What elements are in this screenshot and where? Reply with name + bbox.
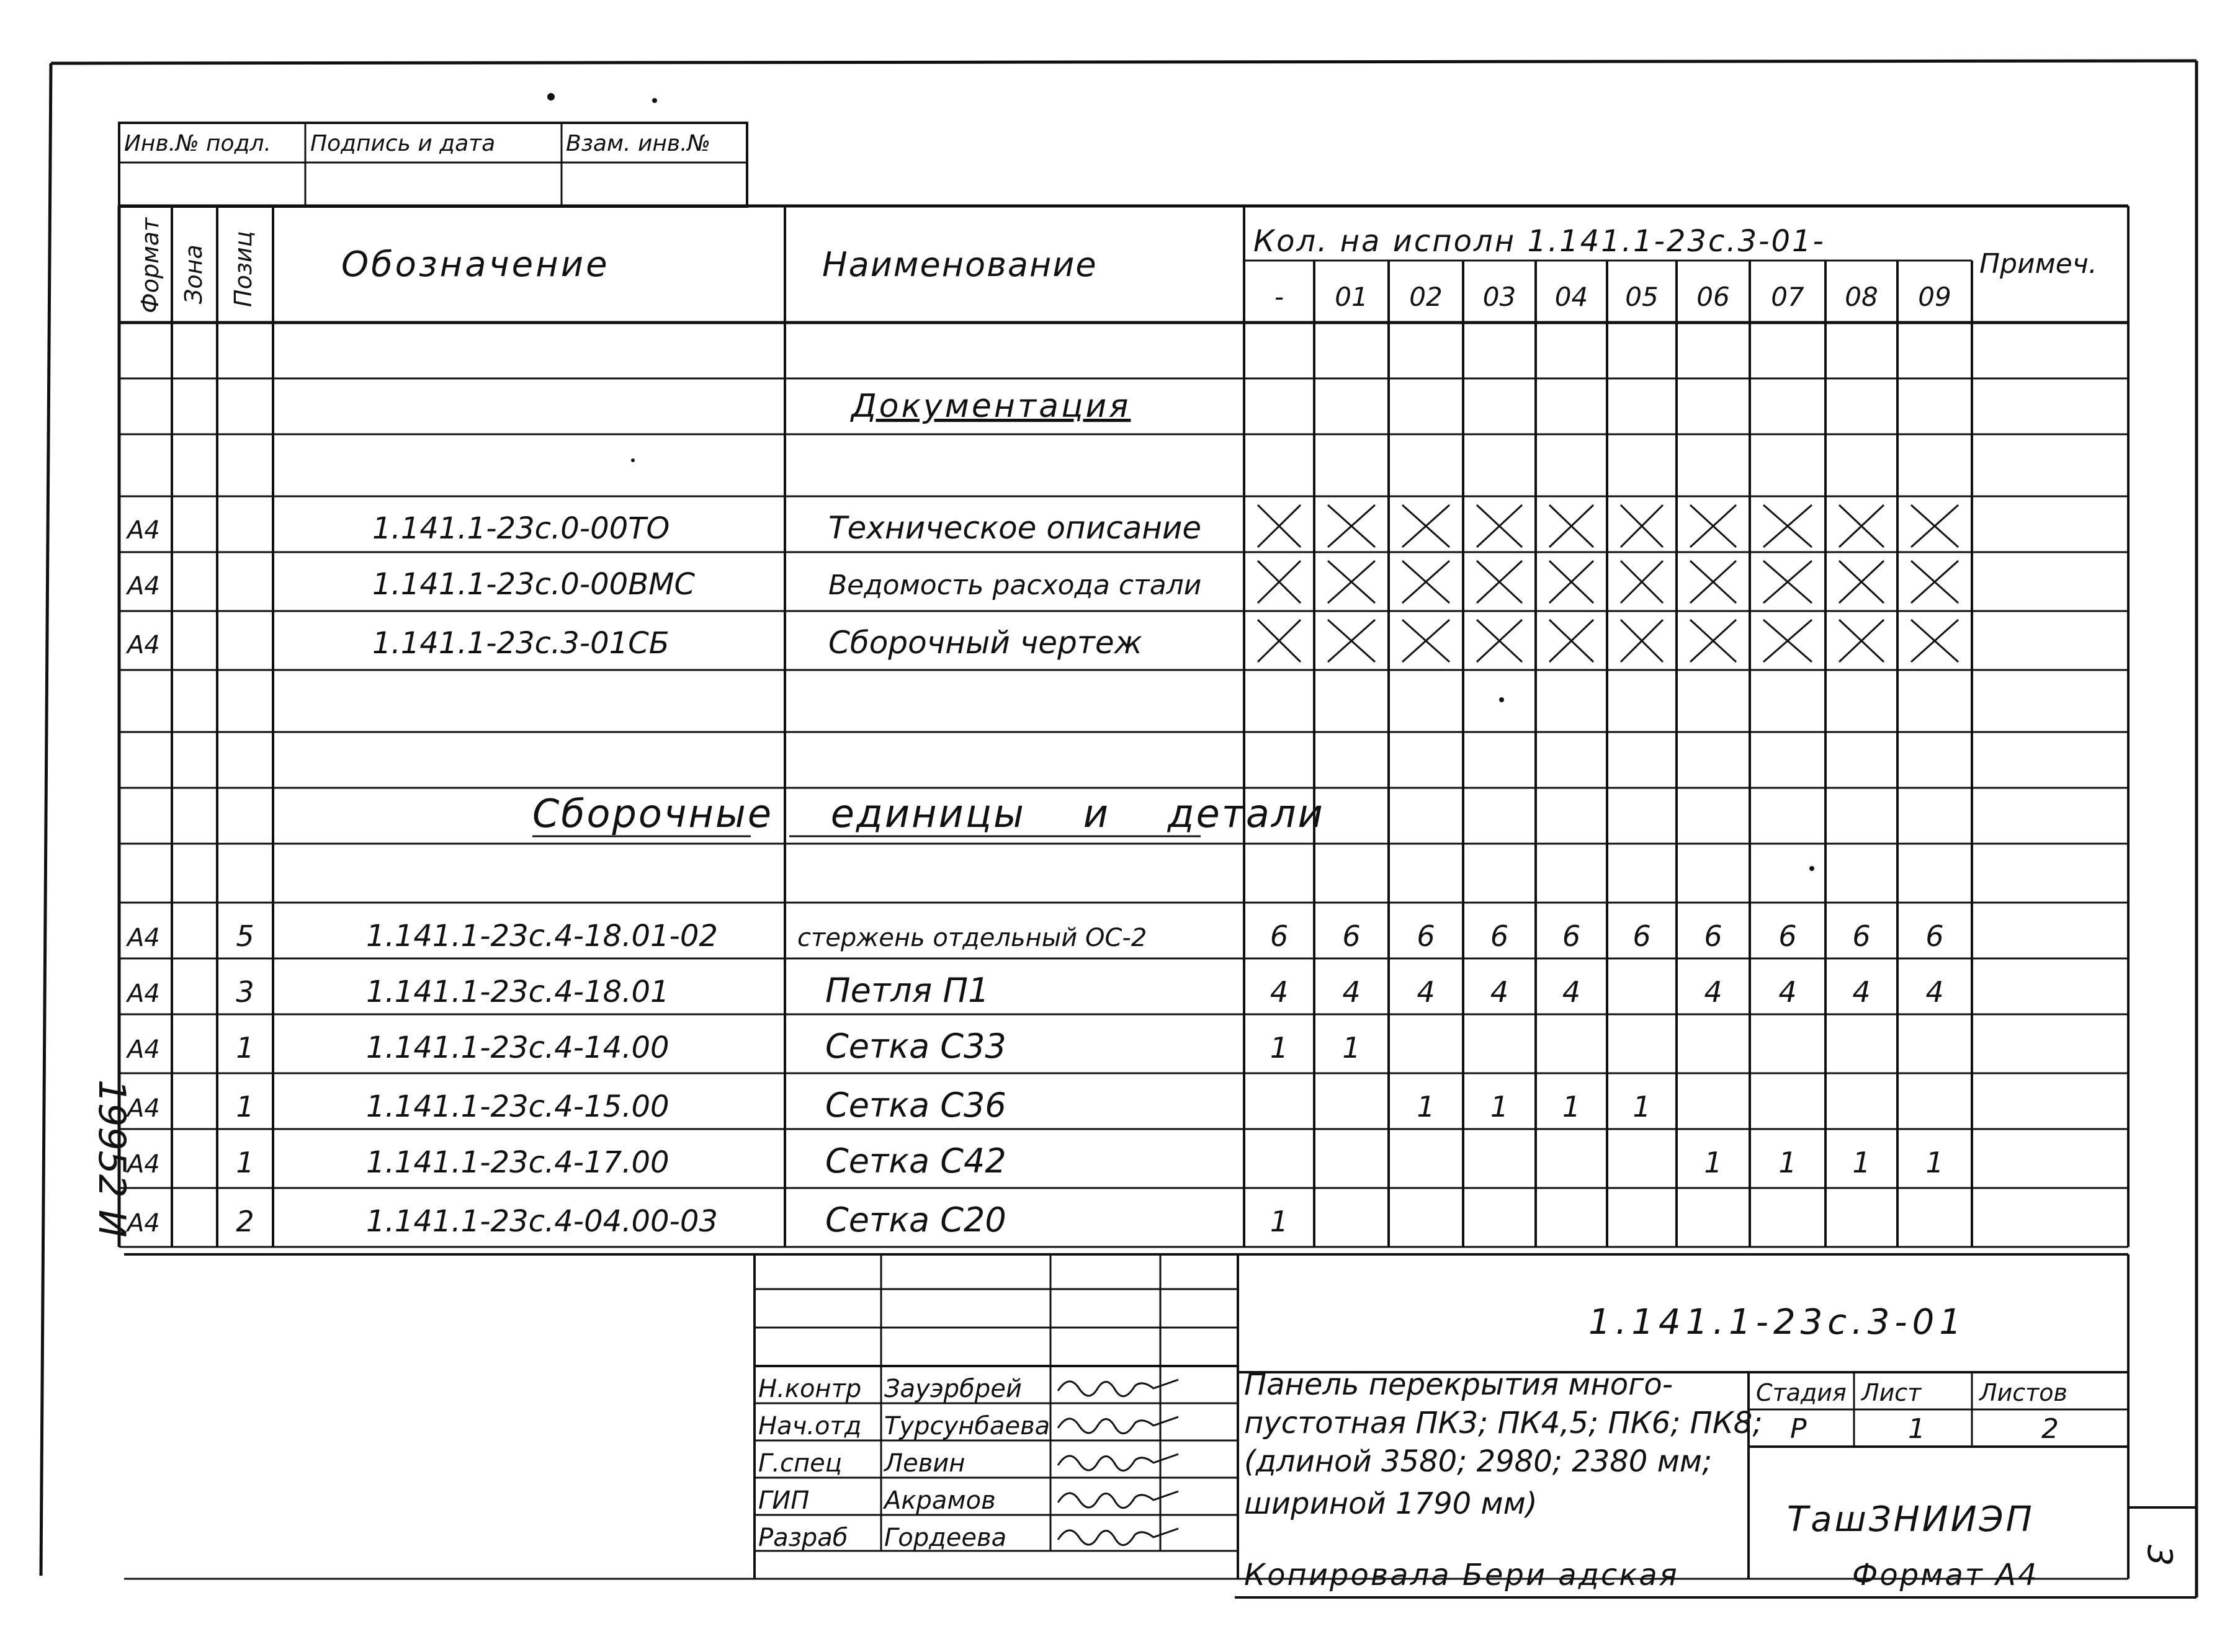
row-name: Сетка С20 xyxy=(825,1200,1006,1239)
document-row xyxy=(125,620,1958,662)
x-mark xyxy=(1911,561,1958,603)
spec-header xyxy=(137,217,2097,313)
qty-cell: 6 xyxy=(1633,919,1651,953)
row-format: А4 xyxy=(127,924,160,952)
stamp-header-replaces: Взам. инв.№ xyxy=(566,131,710,156)
x-mark xyxy=(1477,561,1522,603)
role-person: Гордеева xyxy=(884,1524,1007,1552)
role-row xyxy=(758,1486,1178,1515)
x-mark xyxy=(1690,620,1736,662)
section-documentation: Документация xyxy=(851,388,1131,425)
row-name: Сетка С42 xyxy=(825,1141,1006,1181)
top-left-stamp xyxy=(119,123,747,207)
qty-cell: 4 xyxy=(1342,975,1361,1009)
row-name: Техническое описание xyxy=(828,510,1202,546)
sheet-value: 1 xyxy=(1908,1413,1925,1445)
row-designation: 1.141.1-23с.3-01СБ xyxy=(372,626,670,661)
sheets-label: Листов xyxy=(1979,1379,2067,1406)
x-mark xyxy=(1621,505,1663,547)
row-format: А4 xyxy=(127,516,160,545)
x-mark xyxy=(1477,620,1522,662)
archive-number-text: 19952 xyxy=(90,1079,133,1198)
variant-header: 01 xyxy=(1335,282,1368,312)
stage-label: Стадия xyxy=(1756,1379,1847,1406)
role-title: Н.контр xyxy=(758,1375,862,1403)
qty-cell: 4 xyxy=(1417,975,1435,1009)
row-designation: 1.141.1-23с.4-18.01 xyxy=(366,975,670,1009)
x-mark xyxy=(1839,561,1884,603)
variant-header: 08 xyxy=(1845,282,1878,312)
qty-cell: 4 xyxy=(1490,975,1509,1009)
description-line: (длиной 3580; 2980; 2380 мм; xyxy=(1244,1444,1713,1479)
variant-header: 06 xyxy=(1696,282,1730,312)
row-name: Ведомость расхода стали xyxy=(828,569,1202,601)
qty-cell: 4 xyxy=(1852,975,1871,1009)
row-position: 1 xyxy=(236,1090,254,1123)
part-row xyxy=(125,971,1944,1010)
row-position: 5 xyxy=(236,919,254,953)
row-format: А4 xyxy=(127,1209,160,1238)
description-line: пустотная ПК3; ПК4,5; ПК6; ПК8; xyxy=(1244,1406,1763,1440)
row-position: 2 xyxy=(236,1205,254,1238)
qty-cell: 6 xyxy=(1490,919,1509,953)
role-person: Акрамов xyxy=(884,1486,996,1515)
role-title: Г.спец xyxy=(758,1449,842,1478)
qty-cell: 4 xyxy=(1270,975,1289,1009)
qty-cell: 4 xyxy=(1562,975,1581,1009)
row-designation: 1.141.1-23с.4-04.00-03 xyxy=(366,1204,718,1239)
role-row xyxy=(758,1375,1178,1403)
signature-roles xyxy=(758,1375,1178,1552)
qty-cell: 4 xyxy=(1925,975,1944,1009)
variant-header: 07 xyxy=(1771,282,1804,312)
section-units: Сборочные единицы и детали xyxy=(532,791,1325,836)
qty-cell: 1 xyxy=(1633,1090,1651,1123)
row-designation: 1.141.1-23с.4-15.00 xyxy=(366,1089,670,1124)
header-designation: Обозначение xyxy=(341,244,610,285)
x-mark xyxy=(1763,620,1812,662)
x-mark xyxy=(1477,505,1522,547)
x-mark xyxy=(1328,561,1375,603)
row-format: А4 xyxy=(127,1094,160,1123)
qty-cell: 1 xyxy=(1270,1205,1289,1238)
organization: ТашЗНИИЭП xyxy=(1787,1499,2035,1540)
role-title: Нач.отд xyxy=(758,1412,862,1440)
part-rows xyxy=(125,919,1944,1239)
qty-cell: 6 xyxy=(1270,919,1289,953)
role-row xyxy=(758,1449,1178,1478)
format-label: Формат А4 xyxy=(1852,1558,2039,1592)
x-mark xyxy=(1690,561,1736,603)
document-code: 1.141.1-23с.3-01 xyxy=(1588,1302,1966,1342)
row-format: А4 xyxy=(127,1035,160,1064)
x-mark xyxy=(1549,620,1593,662)
qty-cell: 1 xyxy=(1778,1146,1797,1179)
sheet-label: Лист xyxy=(1861,1379,1922,1406)
title-block xyxy=(124,1254,2197,1579)
document-row xyxy=(125,561,1958,603)
x-mark xyxy=(1839,505,1884,547)
x-mark xyxy=(1258,561,1301,603)
variant-header: 05 xyxy=(1625,282,1659,312)
qty-cell: 6 xyxy=(1925,919,1944,953)
header-name: Наименование xyxy=(822,245,1098,284)
document-row xyxy=(125,505,1958,547)
qty-cell: 4 xyxy=(1704,975,1722,1009)
sheets-value: 2 xyxy=(2041,1413,2059,1445)
row-position: 1 xyxy=(236,1031,254,1065)
qty-cell: 6 xyxy=(1852,919,1871,953)
part-row xyxy=(125,919,1944,953)
variant-headers xyxy=(1274,282,1951,312)
qty-cell: 1 xyxy=(1417,1090,1435,1123)
part-row xyxy=(125,1200,1288,1239)
x-mark xyxy=(1402,620,1449,662)
row-designation: 1.141.1-23с.0-00ВМС xyxy=(372,567,696,602)
description-line: Панель перекрытия много- xyxy=(1244,1367,1673,1402)
role-person: Зауэрбрей xyxy=(884,1375,1022,1403)
row-format: А4 xyxy=(127,980,160,1008)
qty-cell: 6 xyxy=(1704,919,1722,953)
variant-header: 09 xyxy=(1918,282,1951,312)
header-qty-group: Кол. на исполн 1.141.1-23с.3-01- xyxy=(1253,224,1825,259)
row-name: стержень отдельный ОС-2 xyxy=(797,924,1147,952)
row-name: Сетка С33 xyxy=(825,1027,1006,1066)
x-mark xyxy=(1328,620,1375,662)
x-mark xyxy=(1763,505,1812,547)
x-mark xyxy=(1402,505,1449,547)
header-position: Позиц xyxy=(230,231,257,307)
role-row xyxy=(758,1524,1178,1552)
x-mark xyxy=(1328,505,1375,547)
stamp-header-signature: Подпись и дата xyxy=(310,131,496,156)
role-person: Левин xyxy=(884,1449,965,1478)
qty-cell: 1 xyxy=(1342,1031,1361,1065)
x-mark xyxy=(1621,620,1663,662)
variant-header: 02 xyxy=(1409,282,1443,312)
row-name: Сборочный чертеж xyxy=(828,625,1142,661)
scan-specks xyxy=(547,93,1814,871)
x-mark xyxy=(1763,561,1812,603)
variant-header: - xyxy=(1274,282,1284,312)
x-mark xyxy=(1621,561,1663,603)
row-name: Петля П1 xyxy=(825,971,990,1010)
x-mark xyxy=(1258,505,1301,547)
row-designation: 1.141.1-23с.0-00ТО xyxy=(372,511,670,546)
stamp-header-inv: Инв.№ подл. xyxy=(124,131,271,156)
copied-by: Копировала Бери адская xyxy=(1244,1558,1679,1592)
qty-cell: 1 xyxy=(1852,1146,1871,1179)
row-format: А4 xyxy=(127,572,160,601)
variant-header: 03 xyxy=(1482,282,1516,312)
row-designation: 1.141.1-23с.4-14.00 xyxy=(366,1030,670,1065)
row-designation: 1.141.1-23с.4-17.00 xyxy=(366,1145,670,1180)
qty-cell: 1 xyxy=(1925,1146,1944,1179)
part-row xyxy=(125,1027,1361,1066)
header-format: Формат xyxy=(137,217,164,313)
qty-cell: 6 xyxy=(1562,919,1581,953)
x-mark xyxy=(1690,505,1736,547)
role-title: Разраб xyxy=(758,1524,848,1552)
role-title: ГИП xyxy=(758,1486,810,1515)
archive-letter: И xyxy=(90,1210,133,1238)
x-mark xyxy=(1911,505,1958,547)
documentation-rows xyxy=(125,505,1958,662)
description-line: шириной 1790 мм) xyxy=(1244,1486,1538,1521)
part-row xyxy=(125,1141,1944,1181)
qty-cell: 1 xyxy=(1704,1146,1722,1179)
qty-cell: 6 xyxy=(1417,919,1435,953)
qty-cell: 4 xyxy=(1778,975,1797,1009)
stage-value: Р xyxy=(1790,1413,1807,1445)
row-format: А4 xyxy=(127,1150,160,1179)
x-mark xyxy=(1549,561,1593,603)
qty-cell: 6 xyxy=(1342,919,1361,953)
header-zone: Зона xyxy=(180,244,207,304)
page-number: 3 xyxy=(2140,1545,2179,1566)
variant-header: 04 xyxy=(1554,282,1588,312)
row-designation: 1.141.1-23с.4-18.01-02 xyxy=(366,919,718,953)
footer xyxy=(1244,1558,2038,1592)
qty-cell: 1 xyxy=(1270,1031,1289,1065)
part-row xyxy=(125,1086,1651,1125)
x-mark xyxy=(1549,505,1593,547)
row-format: А4 xyxy=(127,631,160,659)
role-person: Турсунбаева xyxy=(884,1412,1050,1440)
header-remarks: Примеч. xyxy=(1979,248,2097,280)
qty-cell: 1 xyxy=(1490,1090,1509,1123)
row-position: 3 xyxy=(236,975,254,1009)
description xyxy=(1244,1367,1763,1521)
x-mark xyxy=(1911,620,1958,662)
qty-cell: 1 xyxy=(1562,1090,1581,1123)
role-row xyxy=(758,1412,1178,1440)
row-position: 1 xyxy=(236,1146,254,1179)
row-name: Сетка С36 xyxy=(825,1086,1006,1125)
qty-cell: 6 xyxy=(1778,919,1797,953)
x-mark xyxy=(1402,561,1449,603)
x-mark xyxy=(1258,620,1301,662)
x-mark xyxy=(1839,620,1884,662)
